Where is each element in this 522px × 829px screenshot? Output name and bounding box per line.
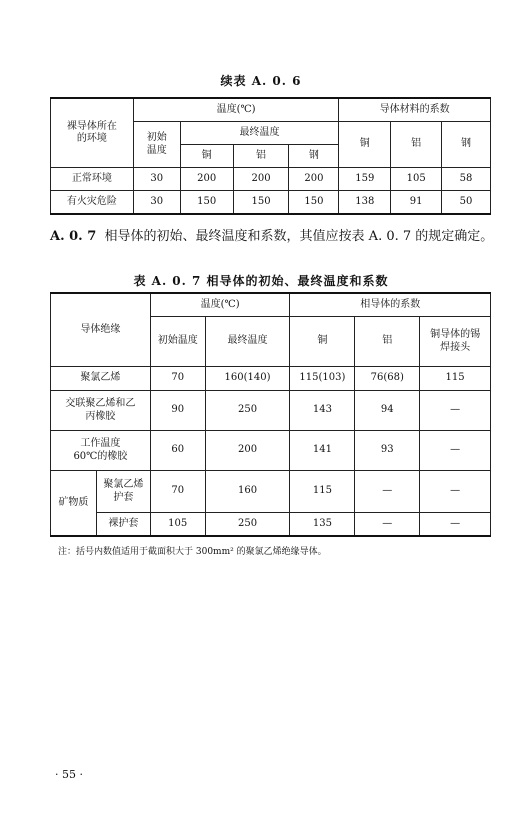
row-final-cu: 150 — [180, 191, 233, 215]
table-row — [51, 168, 491, 191]
temp-header: 温度(℃) — [133, 98, 339, 122]
row-joint: — — [420, 513, 491, 537]
row-env: 有火灾危险 — [51, 191, 134, 215]
row-final-steel: 200 — [289, 168, 339, 191]
row-initial: 70 — [150, 367, 205, 391]
row-al: 93 — [355, 431, 420, 471]
paragraph-number: A. 0. 7 — [50, 229, 97, 244]
table-row — [51, 367, 491, 391]
row-name: 工作温度 60℃的橡胶 — [51, 431, 151, 471]
row-final-al: 150 — [233, 191, 289, 215]
row-initial: 90 — [150, 391, 205, 431]
temp-header: 温度(℃) — [150, 293, 290, 317]
row-cu: 135 — [290, 513, 355, 537]
row-initial: 60 — [150, 431, 205, 471]
row-coef-cu: 159 — [339, 168, 391, 191]
row-name: 聚氯乙烯 — [51, 367, 151, 391]
row-name: 裸护套 — [96, 513, 150, 537]
row-final-al: 200 — [233, 168, 289, 191]
table1 — [50, 97, 491, 215]
final-steel-header: 钢 — [289, 145, 339, 168]
coef-steel-header: 钢 — [442, 122, 491, 168]
coef-header: 相导体的系数 — [290, 293, 491, 317]
row-final: 250 — [205, 391, 290, 431]
final-temp-header: 最终温度 — [205, 317, 290, 367]
row-final-steel: 150 — [289, 191, 339, 215]
mineral-label: 矿物质 — [51, 471, 97, 537]
copper-header: 铜 — [290, 317, 355, 367]
row-final-cu: 200 — [180, 168, 233, 191]
row-initial: 105 — [150, 513, 205, 537]
row-al: 76(68) — [355, 367, 420, 391]
row-cu: 115(103) — [290, 367, 355, 391]
joint-header: 铜导体的锡焊接头 — [420, 317, 491, 367]
table-row — [51, 513, 491, 537]
coef-header: 导体材料的系数 — [339, 98, 491, 122]
row-final: 160(140) — [205, 367, 290, 391]
row-al: — — [355, 513, 420, 537]
row-cu: 141 — [290, 431, 355, 471]
final-aluminium-header: 铝 — [233, 145, 289, 168]
row-al: — — [355, 471, 420, 513]
row-coef-cu: 138 — [339, 191, 391, 215]
row-coef-al: 91 — [391, 191, 442, 215]
row-al: 94 — [355, 391, 420, 431]
table2-title: 表 A. 0. 7 相导体的初始、最终温度和系数 — [133, 274, 389, 288]
row-joint: 115 — [420, 367, 491, 391]
initial-temp-header: 初始温度 — [150, 317, 205, 367]
paragraph-text: 相导体的初始、最终温度和系数，其值应按表 A. 0. 7 的规定确定。 — [104, 229, 494, 244]
table2 — [50, 292, 491, 537]
table-row — [51, 471, 491, 513]
table-row — [51, 431, 491, 471]
row-coef-al: 105 — [391, 168, 442, 191]
row-final: 160 — [205, 471, 290, 513]
row-initial: 30 — [133, 168, 180, 191]
row-initial: 70 — [150, 471, 205, 513]
page-number: · 55 · — [55, 768, 83, 781]
env-header: 裸导体所在的环境 — [51, 98, 134, 168]
final-copper-header: 铜 — [180, 145, 233, 168]
table-note: 注：括号内数值适用于截面积大于 300mm² 的聚氯乙烯绝缘导体。 — [58, 547, 327, 557]
row-joint: — — [420, 431, 491, 471]
table-row — [51, 391, 491, 431]
final-temp-header: 最终温度 — [180, 122, 339, 145]
coef-copper-header: 铜 — [339, 122, 391, 168]
row-coef-steel: 50 — [442, 191, 491, 215]
row-cu: 143 — [290, 391, 355, 431]
row-name: 交联聚乙烯和乙丙橡胶 — [51, 391, 151, 431]
paragraph-a07 — [50, 226, 495, 247]
insulation-header: 导体绝缘 — [51, 293, 151, 367]
row-final: 250 — [205, 513, 290, 537]
row-initial: 30 — [133, 191, 180, 215]
row-final: 200 — [205, 431, 290, 471]
coef-aluminium-header: 铝 — [391, 122, 442, 168]
table1-title: 续表 A. 0. 6 — [220, 74, 302, 88]
row-joint: — — [420, 471, 491, 513]
row-joint: — — [420, 391, 491, 431]
row-coef-steel: 58 — [442, 168, 491, 191]
row-cu: 115 — [290, 471, 355, 513]
initial-temp-header: 初始温度 — [133, 122, 180, 168]
row-name: 聚氯乙烯护套 — [96, 471, 150, 513]
row-env: 正常环境 — [51, 168, 134, 191]
aluminium-header: 铝 — [355, 317, 420, 367]
table-row — [51, 191, 491, 215]
